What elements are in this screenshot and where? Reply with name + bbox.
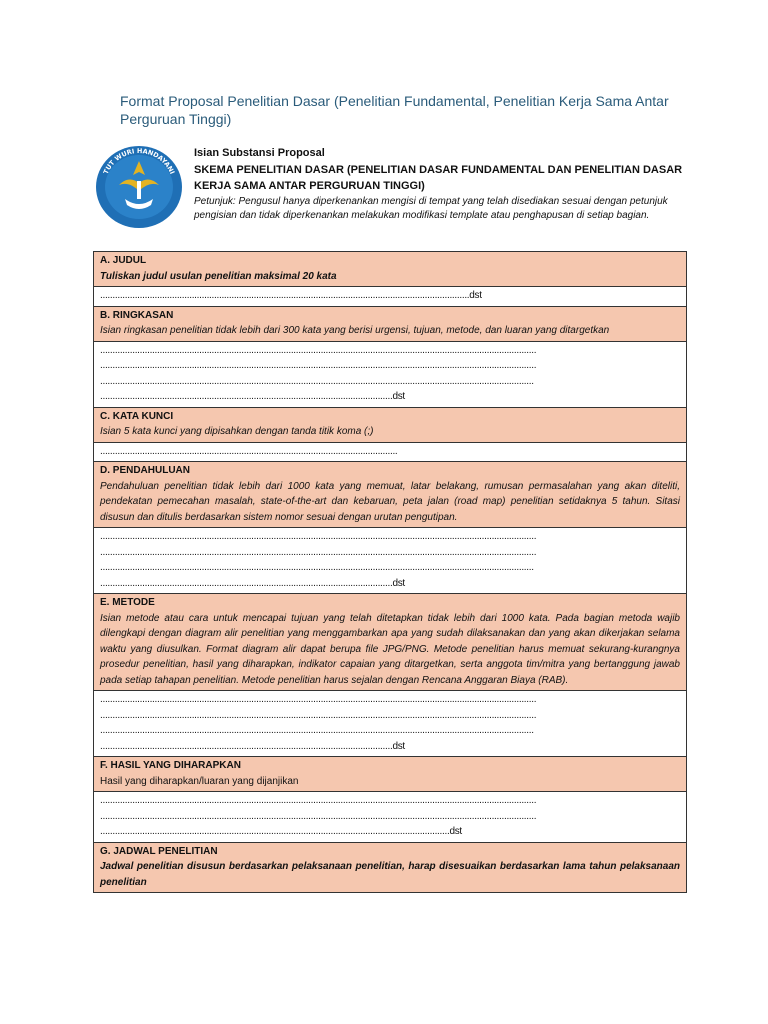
proposal-header — [194, 146, 686, 222]
fill-line: ............................................................................................................................................................................... — [100, 725, 534, 736]
section-fill-area[interactable] — [94, 442, 687, 462]
section-fill-row — [94, 528, 687, 594]
section-title: F. HASIL YANG DIHARAPKAN — [100, 760, 241, 771]
section-fill-row — [94, 691, 687, 757]
section-fill-row — [94, 341, 687, 407]
section-title: A. JUDUL — [100, 255, 147, 266]
section-header-row — [94, 252, 687, 287]
fill-line: ............................................................................................................................................................................... — [100, 562, 534, 573]
section-title: C. KATA KUNCI — [100, 410, 174, 422]
section-fill-area[interactable] — [94, 341, 687, 407]
logo-text: TUT WURI HANDAYANI — [101, 146, 177, 176]
fill-line: ......................................................................................................................dst — [100, 740, 405, 752]
header-label: Isian Substansi Proposal — [194, 147, 325, 159]
section-title: D. PENDAHULUAN — [100, 465, 190, 476]
scheme-title: SKEMA PENELITIAN DASAR (PENELITIAN DASAR FUNDAMENTAL DAN PENELITIAN DASAR KERJA SAMA ANTAR PERGURUAN TINGGI) — [194, 164, 683, 192]
section-description: Isian ringkasan penelitian tidak lebih dari 300 kata yang berisi urgensi, tujuan, metode, dan luaran yang ditargetkan — [100, 325, 610, 336]
tut-wuri-handayani-logo — [95, 145, 183, 229]
fill-line: ................................................................................................................................................................................ — [100, 810, 537, 822]
section-header-cell — [94, 306, 687, 341]
fill-line: ........................................................................................................................ — [100, 445, 398, 457]
section-fill-area[interactable] — [94, 792, 687, 843]
instructions-text: Petunjuk: Pengusul hanya diperkenankan mengisi di tempat yang telah disediakan sesuai dengan petunjuk pengisian dan tidak diperkenankan melakukan modifikasi template atau penghapusan di setiap bagian. — [194, 196, 668, 221]
section-fill-row — [94, 792, 687, 843]
section-header-row — [94, 757, 687, 792]
section-header-cell — [94, 252, 687, 287]
fill-line: ................................................................................................................................................................................ — [100, 546, 537, 558]
section-description: Jadwal penelitian disusun berdasarkan pelaksanaan penelitian, harap disesuaikan berdasarkan lama tahun pelaksanaan penelitian — [100, 861, 680, 888]
fill-line: ......................................................................................................................dst — [100, 577, 405, 589]
fill-line: ............................................................................................................................................................................... — [100, 375, 534, 387]
fill-line: ................................................................................................................................................................................ — [100, 344, 537, 356]
section-header-row — [94, 407, 687, 442]
fill-line: .............................................................................................................................................dst — [100, 826, 462, 837]
section-title: E. METODE — [100, 597, 155, 608]
section-fill-area[interactable] — [94, 528, 687, 594]
section-header-cell — [94, 407, 687, 442]
section-fill-area[interactable] — [94, 691, 687, 757]
section-description: Isian 5 kata kunci yang dipisahkan dengan tanda titik koma (;) — [100, 426, 374, 437]
section-description: Tuliskan judul usulan penelitian maksimal 20 kata — [100, 270, 337, 282]
section-header-cell — [94, 842, 687, 893]
section-description: Hasil yang diharapkan/luaran yang dijanjikan — [100, 775, 299, 787]
proposal-form-table — [93, 251, 687, 893]
section-header-cell — [94, 757, 687, 792]
fill-line: ......................................................................................................................dst — [100, 391, 405, 402]
fill-line: ................................................................................................................................................................................ — [100, 531, 537, 542]
section-header-cell — [94, 594, 687, 691]
fill-line: .....................................................................................................................................................dst — [100, 290, 482, 301]
section-fill-row — [94, 442, 687, 462]
section-title: B. RINGKASAN — [100, 309, 174, 321]
section-header-cell — [94, 462, 687, 528]
section-fill-row — [94, 287, 687, 307]
document-title: Format Proposal Penelitian Dasar (Penelitian Fundamental, Penelitian Kerja Sama Antar Perguruan Tinggi) — [120, 93, 669, 127]
fill-line: ................................................................................................................................................................................ — [100, 694, 537, 705]
section-header-row — [94, 306, 687, 341]
section-header-row — [94, 594, 687, 691]
section-header-row — [94, 842, 687, 893]
section-fill-area[interactable] — [94, 287, 687, 307]
section-header-row — [94, 462, 687, 528]
section-description: Isian metode atau cara untuk mencapai tujuan yang telah ditetapkan tidak lebih dari 1000 kata. Pada bagian metoda wajib dilengkapi dengan diagram alir penelitian yang menggambarkan apa yang sudah dilaksanakan dan yang akan dikerjakan selama waktu yang diusulkan. Format diagram alir dapat berupa file JPG/PNG. Metode penelitian harus memuat sekurang-kurangnya prosedur penelitian, hasil yang diharapkan, indikator capaian yang ditargetkan, serta anggota tim/mitra yang bertanggung jawab pada setiap tahapan penelitian. Metode penelitian harus sejalan dengan Rencana Anggaran Biaya (RAB). — [100, 612, 680, 686]
fill-line: ................................................................................................................................................................................ — [100, 709, 537, 721]
fill-line: ................................................................................................................................................................................ — [100, 360, 537, 371]
section-title: G. JADWAL PENELITIAN — [100, 845, 218, 857]
section-description: Pendahuluan penelitian tidak lebih dari 1000 kata yang memuat, latar belakang, rumusan permasalahan yang akan diteliti, pendekatan pemecahan masalah, state-of-the-art dan kebaruan, peta jalan (road map) penelitian setidaknya 5 tahun. Sitasi disusun dan ditulis berdasarkan sistem nomor sesuai dengan urutan pengutipan. — [100, 480, 680, 523]
fill-line: ................................................................................................................................................................................ — [100, 795, 537, 806]
